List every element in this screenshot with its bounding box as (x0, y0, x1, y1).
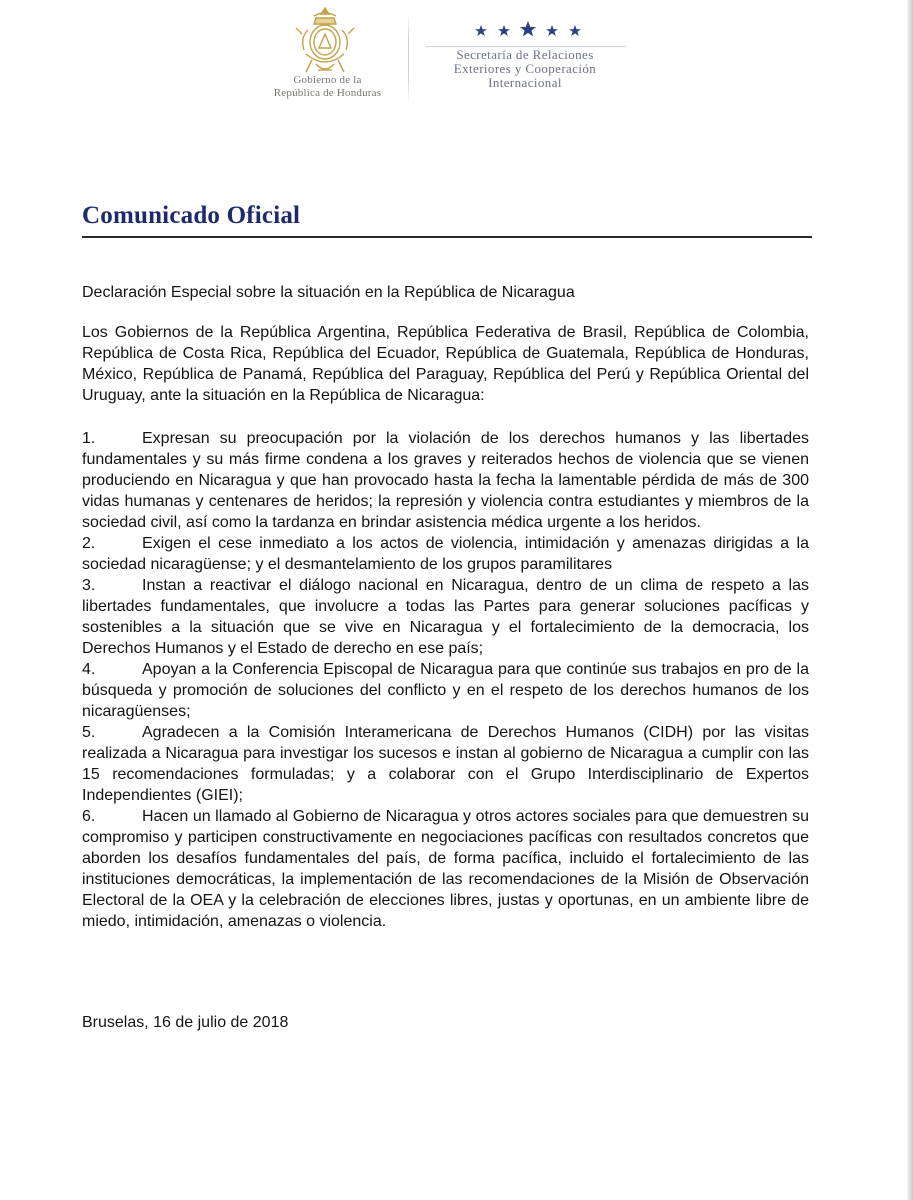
list-item-text: Expresan su preocupación por la violación de los derechos humanos y las libertades fundamentales y su más firme condena a los graves y reiterados hechos de violencia que se vienen produciendo en Nicaragua y que han provocado hasta la fecha la lamentable pérdida de más de 300 vidas humanas y centenares de heridos; la represión y violencia contra estudiantes y miembros de la sociedad civil, así como la tardanza en brindar asistencia médica urgente a los heridos. (82, 430, 809, 531)
list-item (82, 428, 809, 533)
list-item-number: 2. (82, 535, 96, 552)
document-title: Comunicado Oficial (82, 202, 301, 229)
letterhead (0, 0, 913, 110)
intro-paragraph: Los Gobiernos de la República Argentina, República Federativa de Brasil, República de Colombia, República de Costa Rica, República del Ecuador, República de Guatemala, República de Honduras, México, República de Panamá, República del Paraguay, República del Perú y República Oriental del Uruguay, ante la situación en la República de Nicaragua: (82, 324, 809, 404)
list-item (82, 659, 809, 722)
header-divider (408, 12, 409, 104)
list-item (82, 722, 809, 806)
list-item-text: Apoyan a la Conferencia Episcopal de Nicaragua para que continúe sus trabajos en pro de la búsqueda y promoción de soluciones del conflicto y en el respeto de los derechos humanos de los nicaragüenses; (82, 661, 809, 720)
list-item-number: 5. (82, 724, 96, 741)
title-underline (82, 236, 812, 238)
list-item-number: 3. (82, 577, 96, 594)
list-item-text: Agradecen a la Comisión Interamericana de Derechos Humanos (CIDH) por las visitas realizada a Nicaragua para investigar los sucesos e instan al gobierno de Nicaragua a cumplir con las 15 recomendaciones formuladas; y a colaborar con el Grupo Interdisciplinario de Expertos Independientes (GIEI); (82, 724, 809, 804)
list-item-text: Exigen el cese inmediato a los actos de violencia, intimidación y amenazas dirigidas a la sociedad nicaragüense; y el desmantelamiento de los grupos paramilitares (82, 535, 809, 573)
declaration-body (82, 322, 809, 932)
list-item-number: 4. (82, 661, 96, 678)
list-item-number: 1. (82, 430, 96, 447)
list-item-text: Hacen un llamado al Gobierno de Nicaragua y otros actores sociales para que demuestren su compromiso y participen constructivamente en negociaciones pacíficas con resultados concretos que aborden los desafíos fundamentales del país, de forma pacífica, incluido el fortalecimiento de las instituciones democráticas, la implementación de las recomendaciones de la Misión de Observación Electoral de la OEA y la celebración de elecciones libres, justas y oportunas, en un ambiente libre de miedo, intimidación, amenazas o violencia. (82, 808, 809, 930)
list-item-number: 6. (82, 808, 96, 825)
government-line-2: República de Honduras (273, 87, 382, 99)
ministry-name (420, 48, 630, 90)
ministry-line-1: Secretaría de Relaciones (456, 47, 594, 62)
page-edge-shadow (907, 0, 913, 1200)
list-item (82, 533, 809, 575)
ministry-line-3: Internacional (488, 75, 562, 90)
place-and-date: Bruselas, 16 de julio de 2018 (82, 1014, 289, 1031)
ministry-line-2: Exteriores y Cooperación (453, 61, 597, 76)
list-item (82, 806, 809, 932)
list-item (82, 575, 809, 659)
five-stars-icon (473, 20, 583, 40)
government-name (255, 74, 400, 100)
declaration-subtitle: Declaración Especial sobre la situación en la República de Nicaragua (82, 284, 575, 301)
government-line-1: Gobierno de la (293, 74, 362, 86)
list-item-text: Instan a reactivar el diálogo nacional en Nicaragua, dentro de un clima de respeto a las libertades fundamentales, que involucre a todas las Partes para generar soluciones pacíficas y sostenibles a la situación que se vive en Nicaragua y el fortalecimiento de la democracia, los Derechos Humanos y el Estado de derecho en ese país; (82, 577, 809, 657)
honduras-coat-of-arms-icon (292, 4, 358, 78)
